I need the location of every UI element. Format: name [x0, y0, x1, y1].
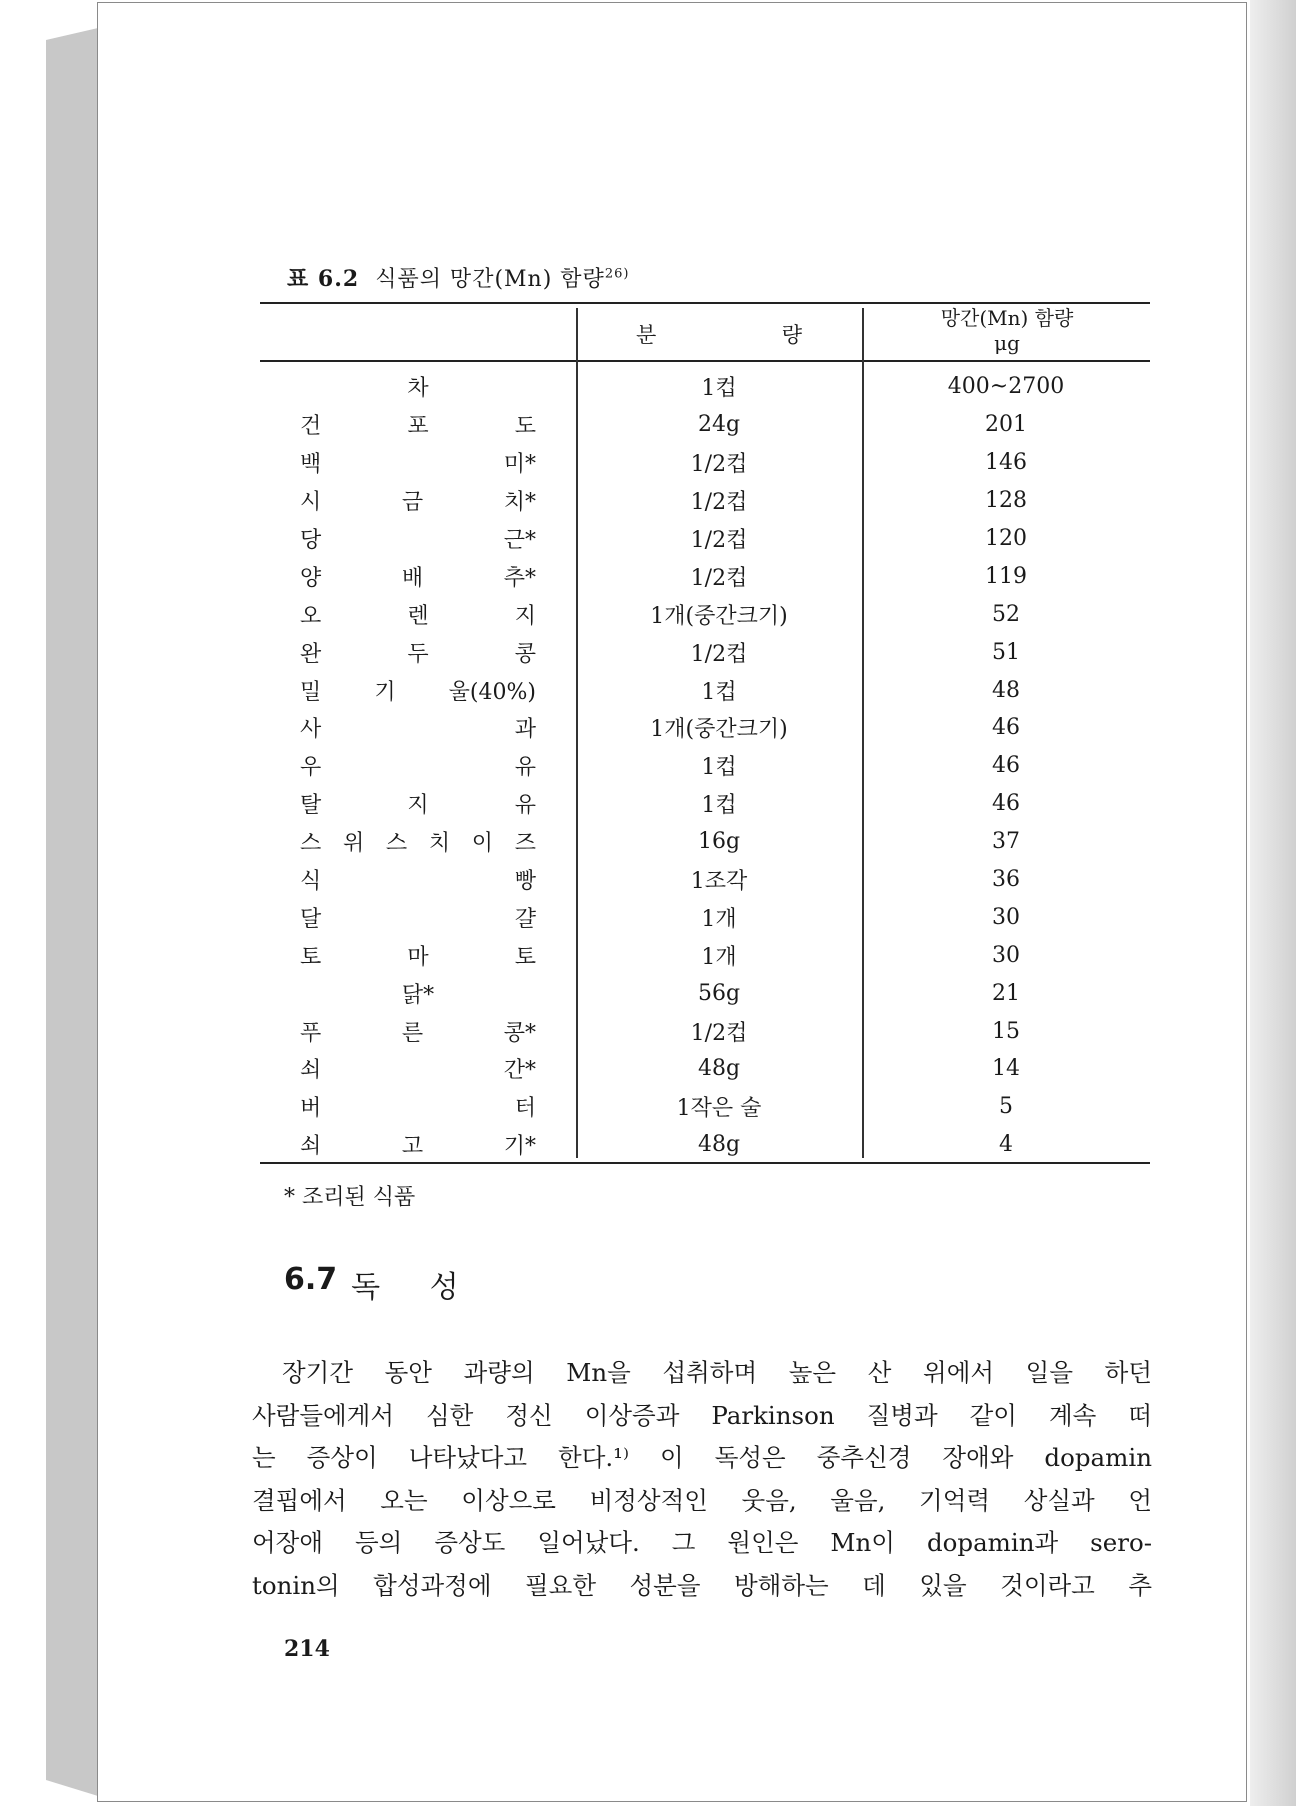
food-name-part: 금: [401, 490, 424, 516]
food-name-part: 근*: [503, 528, 536, 553]
food-amount: 48g: [697, 1132, 741, 1158]
food-name: 차: [407, 376, 429, 402]
table-row: [260, 898, 1150, 936]
food-name: [260, 1091, 576, 1122]
mn-content: 201: [985, 412, 1027, 438]
table-body: [260, 368, 1150, 1164]
food-name-part: 지: [407, 793, 429, 819]
food-amount: 1컵: [701, 376, 737, 402]
food-amount: 1개(중간크기): [650, 717, 788, 743]
food-name-part: 당: [300, 528, 322, 553]
food-name-part: 치*: [503, 490, 536, 516]
food-name-part: 양: [300, 565, 322, 591]
food-amount: 1개(중간크기): [650, 603, 788, 629]
mn-content: 128: [985, 488, 1027, 514]
food-name-part: 치: [428, 831, 451, 857]
manganese-table: [260, 302, 1150, 1162]
section-heading: [284, 1262, 479, 1306]
mn-content: 36: [992, 867, 1020, 893]
table-row: [260, 482, 1150, 520]
header-mn-unit: μg: [994, 331, 1020, 355]
food-name-part: 버: [300, 1096, 322, 1122]
table-title: [375, 262, 629, 293]
mn-content: 21: [992, 980, 1020, 1006]
food-name-part: 백: [300, 452, 322, 478]
table-row: [260, 368, 1150, 406]
food-name: [260, 561, 576, 592]
page-shadow: [1250, 0, 1296, 1806]
food-name-part: 포: [407, 414, 429, 440]
mn-content: 37: [992, 829, 1020, 855]
food-name-part: 과: [514, 717, 536, 743]
food-amount: 1/2컵: [690, 1020, 748, 1046]
food-name-part: 우: [300, 755, 322, 781]
table-row: [260, 406, 1150, 444]
mn-content: 15: [992, 1018, 1020, 1044]
mn-content: 146: [985, 450, 1027, 476]
mn-content: 14: [992, 1056, 1020, 1082]
food-name-part: 렌: [407, 603, 429, 629]
paragraph-line: 장기간 동안 과량의 Mn을 섭취하며 높은 산 위에서 일을 하던: [282, 1358, 1152, 1387]
food-name: [260, 712, 576, 743]
food-name-part: 걀: [514, 906, 536, 932]
paragraph-line: 어장애 등의 증상도 일어났다. 그 원인은 Mn이 dopamin과 sero-: [252, 1528, 1152, 1558]
table-row: [260, 633, 1150, 671]
food-name-part: 지: [514, 603, 536, 629]
food-name: [260, 864, 576, 895]
mn-content: 48: [992, 677, 1020, 703]
mn-content: 52: [992, 601, 1020, 627]
food-name-part: 고: [401, 1134, 424, 1160]
paragraph-line: 사람들에게서 심한 정신 이상증과 Parkinson 질병과 같이 계속 떠: [252, 1400, 1152, 1430]
table-row: [260, 671, 1150, 709]
food-name: [260, 826, 576, 857]
food-name-part: 오: [300, 603, 322, 629]
table-row: [260, 595, 1150, 633]
food-name-part: 푸: [300, 1020, 322, 1046]
food-name: [260, 1016, 576, 1047]
table-title-ref: 26): [604, 266, 630, 282]
food-name-part: 스: [300, 831, 322, 857]
food-name-part: 완: [300, 641, 322, 667]
header-amount-left: 분: [636, 323, 657, 347]
header-mn-content: [864, 302, 1150, 360]
table-row: [260, 444, 1150, 482]
food-name-part: 울(40%): [448, 679, 536, 705]
food-name: [260, 675, 576, 706]
table-footnote: * 조리된 식품: [284, 1185, 416, 1210]
paragraph-line: 결핍에서 오는 이상으로 비정상적인 웃음, 울음, 기억력 상실과 언: [252, 1485, 1152, 1515]
book-spine-edge: [46, 28, 98, 1796]
food-name: [260, 902, 576, 933]
header-mn-label: 망간(Mn) 함량: [940, 306, 1074, 330]
section-number: 6.7: [284, 1262, 338, 1297]
food-name-part: 토: [514, 944, 536, 970]
food-name: [260, 1129, 576, 1160]
table-row: [260, 823, 1150, 861]
table-row: [260, 747, 1150, 785]
food-amount: 24g: [697, 412, 741, 438]
food-name: [260, 599, 576, 630]
food-name-part: 달: [300, 906, 322, 932]
table-row: [260, 974, 1150, 1012]
food-name-part: 토: [300, 944, 322, 970]
food-name: 닭*: [401, 982, 435, 1008]
food-name: [260, 485, 576, 516]
table-row: [260, 1012, 1150, 1050]
food-name-part: 터: [514, 1096, 536, 1122]
food-name-part: 기: [374, 679, 396, 705]
food-name-part: 유: [514, 755, 536, 781]
food-name-part: 시: [300, 490, 322, 516]
food-amount: 56g: [697, 980, 741, 1006]
food-amount: 1컵: [701, 793, 737, 819]
food-name-part: 배: [401, 565, 424, 591]
table-title-text: 식품의 망간(Mn) 함량: [375, 267, 605, 292]
food-name-part: 쇠: [300, 1134, 322, 1160]
food-amount: 1/2컵: [690, 452, 748, 478]
header-amount: [576, 312, 862, 356]
food-name-part: 위: [342, 831, 365, 857]
mn-content: 4: [999, 1132, 1013, 1158]
mn-content: 119: [985, 563, 1027, 589]
page-number: 214: [284, 1636, 330, 1662]
food-name-part: 콩: [514, 641, 536, 667]
food-name-part: 유: [514, 793, 536, 819]
food-name-part: 탈: [300, 793, 322, 819]
food-amount: 16g: [697, 829, 741, 855]
food-amount: 1/2컵: [690, 565, 748, 591]
mn-content: 120: [985, 526, 1027, 551]
food-name: [260, 940, 576, 971]
food-name-part: 간*: [503, 1058, 536, 1084]
food-name: [260, 1053, 576, 1084]
food-name: [260, 788, 576, 819]
food-amount: 1컵: [701, 755, 737, 781]
food-amount: 48g: [697, 1056, 741, 1082]
table-row: [260, 557, 1150, 595]
paragraph-line: tonin의 합성과정에 필요한 성분을 방해하는 데 있을 것이라고 추: [252, 1570, 1152, 1600]
food-name: [260, 637, 576, 668]
table-row: [260, 785, 1150, 823]
table-row: [260, 1126, 1150, 1164]
food-amount: 1작은 술: [676, 1096, 762, 1122]
food-name-part: 콩*: [503, 1020, 536, 1046]
food-name-part: 즈: [514, 831, 536, 857]
food-name-part: 미*: [503, 452, 536, 478]
table-row: [260, 936, 1150, 974]
table-row: [260, 709, 1150, 747]
food-amount: 1개: [701, 944, 737, 970]
food-name: [260, 523, 576, 554]
food-name-part: 스: [385, 831, 408, 857]
food-name-part: 쇠: [300, 1058, 322, 1084]
food-name-part: 빵: [514, 869, 536, 895]
table-row: [260, 861, 1150, 899]
food-name: [260, 409, 576, 440]
food-amount: 1/2컵: [690, 490, 748, 516]
header-amount-right: 량: [781, 323, 802, 347]
food-name-part: 추*: [503, 565, 536, 591]
food-name: [260, 750, 576, 781]
table-caption: [287, 262, 629, 293]
mn-content: 30: [992, 942, 1020, 968]
mn-content: 46: [992, 791, 1020, 817]
mn-content: 30: [992, 904, 1020, 930]
food-amount: 1조각: [690, 869, 748, 895]
table-row: [260, 520, 1150, 558]
section-title: 독 성: [351, 1270, 479, 1305]
mn-content: 46: [992, 753, 1020, 779]
food-amount: 1/2컵: [690, 528, 748, 553]
body-paragraph: [252, 1352, 1152, 1608]
table-label: 표 6.2: [287, 266, 360, 292]
food-name-part: 기*: [503, 1134, 536, 1160]
food-amount: 1개: [701, 906, 737, 932]
mn-content: 5: [999, 1094, 1013, 1120]
mn-content: 400~2700: [947, 374, 1065, 400]
food-name-part: 른: [401, 1020, 424, 1046]
table-header-rule: [260, 360, 1150, 362]
food-name-part: 마: [407, 944, 429, 970]
food-name-part: 두: [407, 641, 429, 667]
food-name-part: 도: [514, 414, 536, 440]
food-name-part: 식: [300, 869, 322, 895]
mn-content: 46: [992, 715, 1020, 741]
food-name: [260, 447, 576, 478]
table-row: [260, 1088, 1150, 1126]
mn-content: 51: [992, 639, 1020, 665]
food-name-part: 이: [471, 831, 494, 857]
table-row: [260, 1050, 1150, 1088]
food-amount: 1컵: [701, 679, 737, 705]
food-name-part: 건: [300, 414, 322, 440]
food-name-part: 사: [300, 717, 322, 743]
paragraph-line: 는 증상이 나타났다고 한다.¹⁾ 이 독성은 중추신경 장애와 dopamin: [252, 1443, 1152, 1473]
food-name-part: 밀: [300, 679, 322, 705]
food-amount: 1/2컵: [690, 641, 748, 667]
